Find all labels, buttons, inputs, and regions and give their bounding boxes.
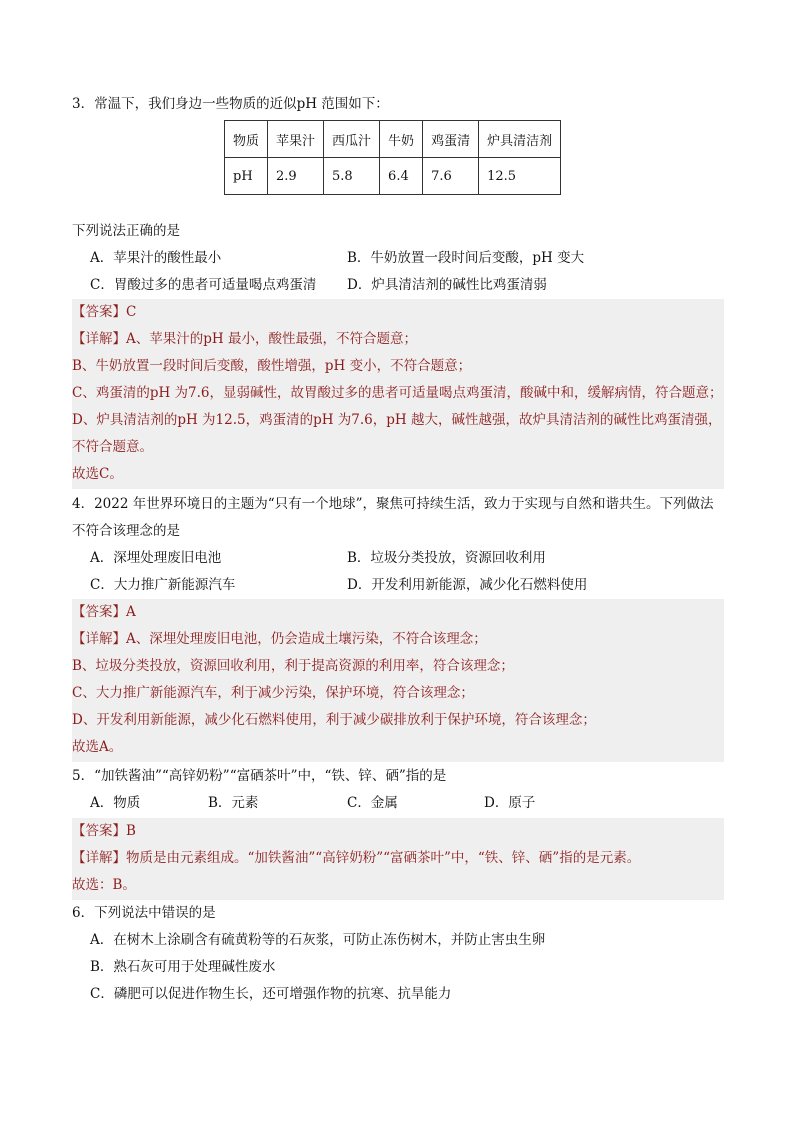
detail-tag: 【详解】 bbox=[72, 631, 126, 647]
q4-stem-cont: 不符合该理念的是 bbox=[72, 523, 180, 539]
q5-option-c: C．金属 bbox=[347, 795, 398, 811]
q3-detail-line: D、炉具清洁剂的pH 为12.5，鸡蛋清的pH 为7.6，pH 越大，碱性越强，故炉具清洁剂的碱性比鸡蛋清强， bbox=[72, 412, 722, 428]
q3-detail-line: B、牛奶放置一段时间后变酸，酸性增强，pH 变小，不符合题意； bbox=[72, 358, 472, 374]
q5-option-a: A．物质 bbox=[90, 795, 141, 811]
q3-detail-line bbox=[72, 329, 417, 349]
q6-option-c: C．磷肥可以促进作物生长，还可增强作物的抗寒、抗旱能力 bbox=[90, 986, 452, 1002]
q4-option-a: A．深埋处理废旧电池 bbox=[90, 550, 222, 566]
q5-detail-line bbox=[72, 848, 640, 868]
q4-answer-block bbox=[72, 599, 724, 762]
q4-option-d: D．开发利用新能源，减少化石燃料使用 bbox=[347, 577, 588, 593]
q3-option-d: D．炉具清洁剂的碱性比鸡蛋清弱 bbox=[347, 277, 547, 293]
answer-tag: 【答案】 bbox=[72, 604, 126, 620]
detail-text: 物质是由元素组成。“加铁酱油”“高锌奶粉”“富硒茶叶”中，“铁、锌、硒”指的是元素。 bbox=[126, 850, 641, 866]
q5-detail-line: 故选：B。 bbox=[72, 877, 136, 893]
detail-tag: 【详解】 bbox=[72, 331, 126, 347]
q5-answer-block bbox=[72, 818, 724, 900]
q3-detail-line: C、鸡蛋清的pH 为7.6，显弱碱性，故胃酸过多的患者可适量喝点鸡蛋清，酸碱中和，缓解病情，符合题意； bbox=[72, 385, 723, 401]
answer-value: C bbox=[126, 304, 137, 320]
ph-table-cell: 苹果汁 bbox=[268, 121, 324, 158]
q4-detail-line: 故选A。 bbox=[72, 739, 123, 755]
answer-tag: 【答案】 bbox=[72, 823, 126, 839]
ph-table-cell: 鸡蛋清 bbox=[423, 121, 479, 158]
q4-stem: 4．2022 年世界环境日的主题为“只有一个地球”，聚焦可持续生活，致力于实现与自然和谐共生。下列做法 bbox=[72, 496, 714, 512]
ph-table-cell: pH bbox=[225, 158, 268, 195]
ph-table-cell: 7.6 bbox=[423, 158, 479, 195]
ph-table-cell: 6.4 bbox=[380, 158, 423, 195]
answer-tag: 【答案】 bbox=[72, 304, 126, 320]
ph-table-cell: 2.9 bbox=[268, 158, 324, 195]
q6-option-a: A．在树木上涂刷含有硫黄粉等的石灰浆，可防止冻伤树木，并防止害虫生卵 bbox=[90, 932, 546, 948]
ph-table-header-row bbox=[225, 121, 561, 158]
detail-tag: 【详解】 bbox=[72, 850, 126, 866]
ph-table-cell: 5.8 bbox=[324, 158, 380, 195]
q3-option-a: A．苹果汁的酸性最小 bbox=[90, 250, 222, 266]
q3-answer-block bbox=[72, 299, 724, 489]
ph-table-cell: 西瓜汁 bbox=[324, 121, 380, 158]
q4-detail-line: C、大力推广新能源汽车，利于减少污染，保护环境，符合该理念； bbox=[72, 685, 474, 701]
q3-detail-line: 故选C。 bbox=[72, 466, 123, 482]
ph-table-cell: 牛奶 bbox=[380, 121, 423, 158]
ph-table-value-row bbox=[225, 158, 561, 195]
q4-detail-line: D、开发利用新能源，减少化石燃料使用，利于减少碳排放利于保护环境，符合该理念； bbox=[72, 712, 596, 728]
q3-stem: 3．常温下，我们身边一些物质的近似pH 范围如下： bbox=[72, 96, 389, 112]
answer-value: A bbox=[126, 604, 136, 620]
ph-table-cell: 物质 bbox=[225, 121, 268, 158]
q4-option-b: B．垃圾分类投放，资源回收利用 bbox=[347, 550, 546, 566]
q4-option-c: C．大力推广新能源汽车 bbox=[90, 577, 236, 593]
q3-option-c: C．胃酸过多的患者可适量喝点鸡蛋清 bbox=[90, 277, 317, 293]
detail-text: A、深埋处理废旧电池，仍会造成土壤污染，不符合该理念； bbox=[126, 631, 487, 647]
ph-table bbox=[224, 120, 561, 195]
q3-detail-line: 不符合题意。 bbox=[72, 439, 153, 455]
q3-option-b: B．牛奶放置一段时间后变酸，pH 变大 bbox=[347, 250, 585, 266]
q5-stem: 5．“加铁酱油”“高锌奶粉”“富硒茶叶”中，“铁、锌、硒”指的是 bbox=[72, 768, 447, 784]
q6-stem: 6．下列说法中错误的是 bbox=[72, 905, 216, 921]
ph-table-cell: 12.5 bbox=[479, 158, 561, 195]
q4-answer bbox=[72, 602, 136, 622]
q5-option-d: D．原子 bbox=[484, 795, 536, 811]
answer-value: B bbox=[126, 823, 136, 839]
q6-option-b: B．熟石灰可用于处理碱性废水 bbox=[90, 959, 276, 975]
q4-detail-line bbox=[72, 629, 487, 649]
q4-detail-line: B、垃圾分类投放，资源回收利用，利于提高资源的利用率，符合该理念； bbox=[72, 658, 514, 674]
detail-text: A、苹果汁的pH 最小，酸性最强，不符合题意； bbox=[126, 331, 417, 347]
q3-answer bbox=[72, 302, 136, 322]
ph-table-cell: 炉具清洁剂 bbox=[479, 121, 561, 158]
q3-prompt: 下列说法正确的是 bbox=[72, 223, 180, 239]
q5-option-b: B．元素 bbox=[208, 795, 259, 811]
q5-answer bbox=[72, 821, 136, 841]
